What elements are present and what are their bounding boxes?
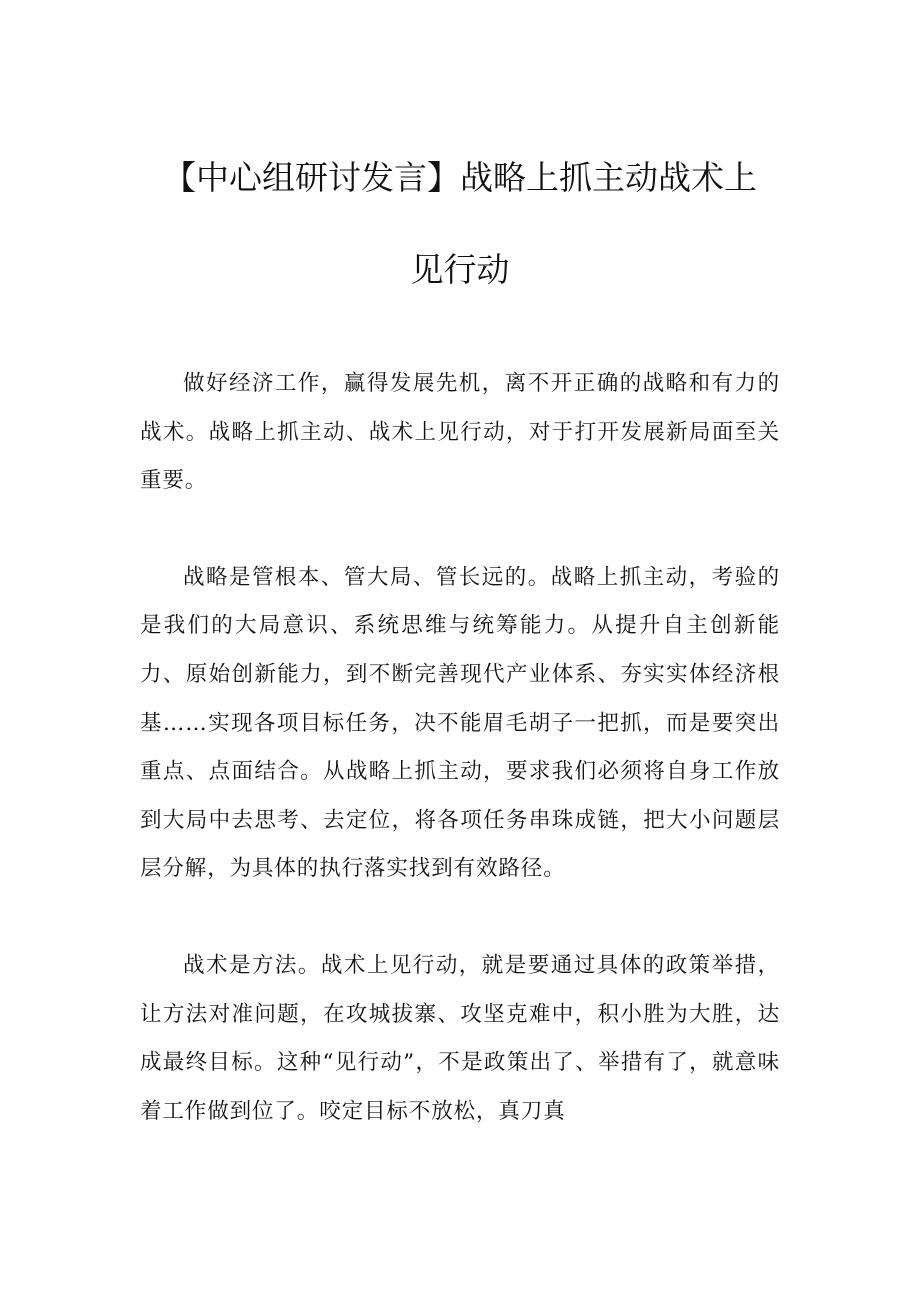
document-title [120,132,800,316]
paragraph-2: 战略是管根本、管大局、管长远的。战略上抓主动，考验的是我们的大局意识、系统思维与统筹能力。从提升自主创新能力、原始创新能力，到不断完善现代产业体系、夯实实体经济根基……实现各项目标任务，决不能眉毛胡子一把抓，而是要突出重点、点面结合。从战略上抓主动，要求我们必须将自身工作放到大局中去思考、去定位，将各项任务串珠成链，把大小问题层层分解，为具体的执行落实找到有效路径。 [140,564,780,882]
document-body [140,360,780,1136]
title-line-1: 【中心组研讨发言】战略上抓主动战术上 [163,158,757,197]
paragraph-3: 战术是方法。战术上见行动，就是要通过具体的政策举措，让方法对准问题，在攻城拔寨、攻坚克难中，积小胜为大胜，达成最终目标。这种“见行动”，不是政策出了、举措有了，就意味着工作做到位了。咬定目标不放松，真刀真 [140,952,780,1124]
paragraph-1: 做好经济工作，赢得发展先机，离不开正确的战略和有力的战术。战略上抓主动、战术上见行动，对于打开发展新局面至关重要。 [140,371,780,494]
title-line-2: 见行动 [410,250,510,289]
